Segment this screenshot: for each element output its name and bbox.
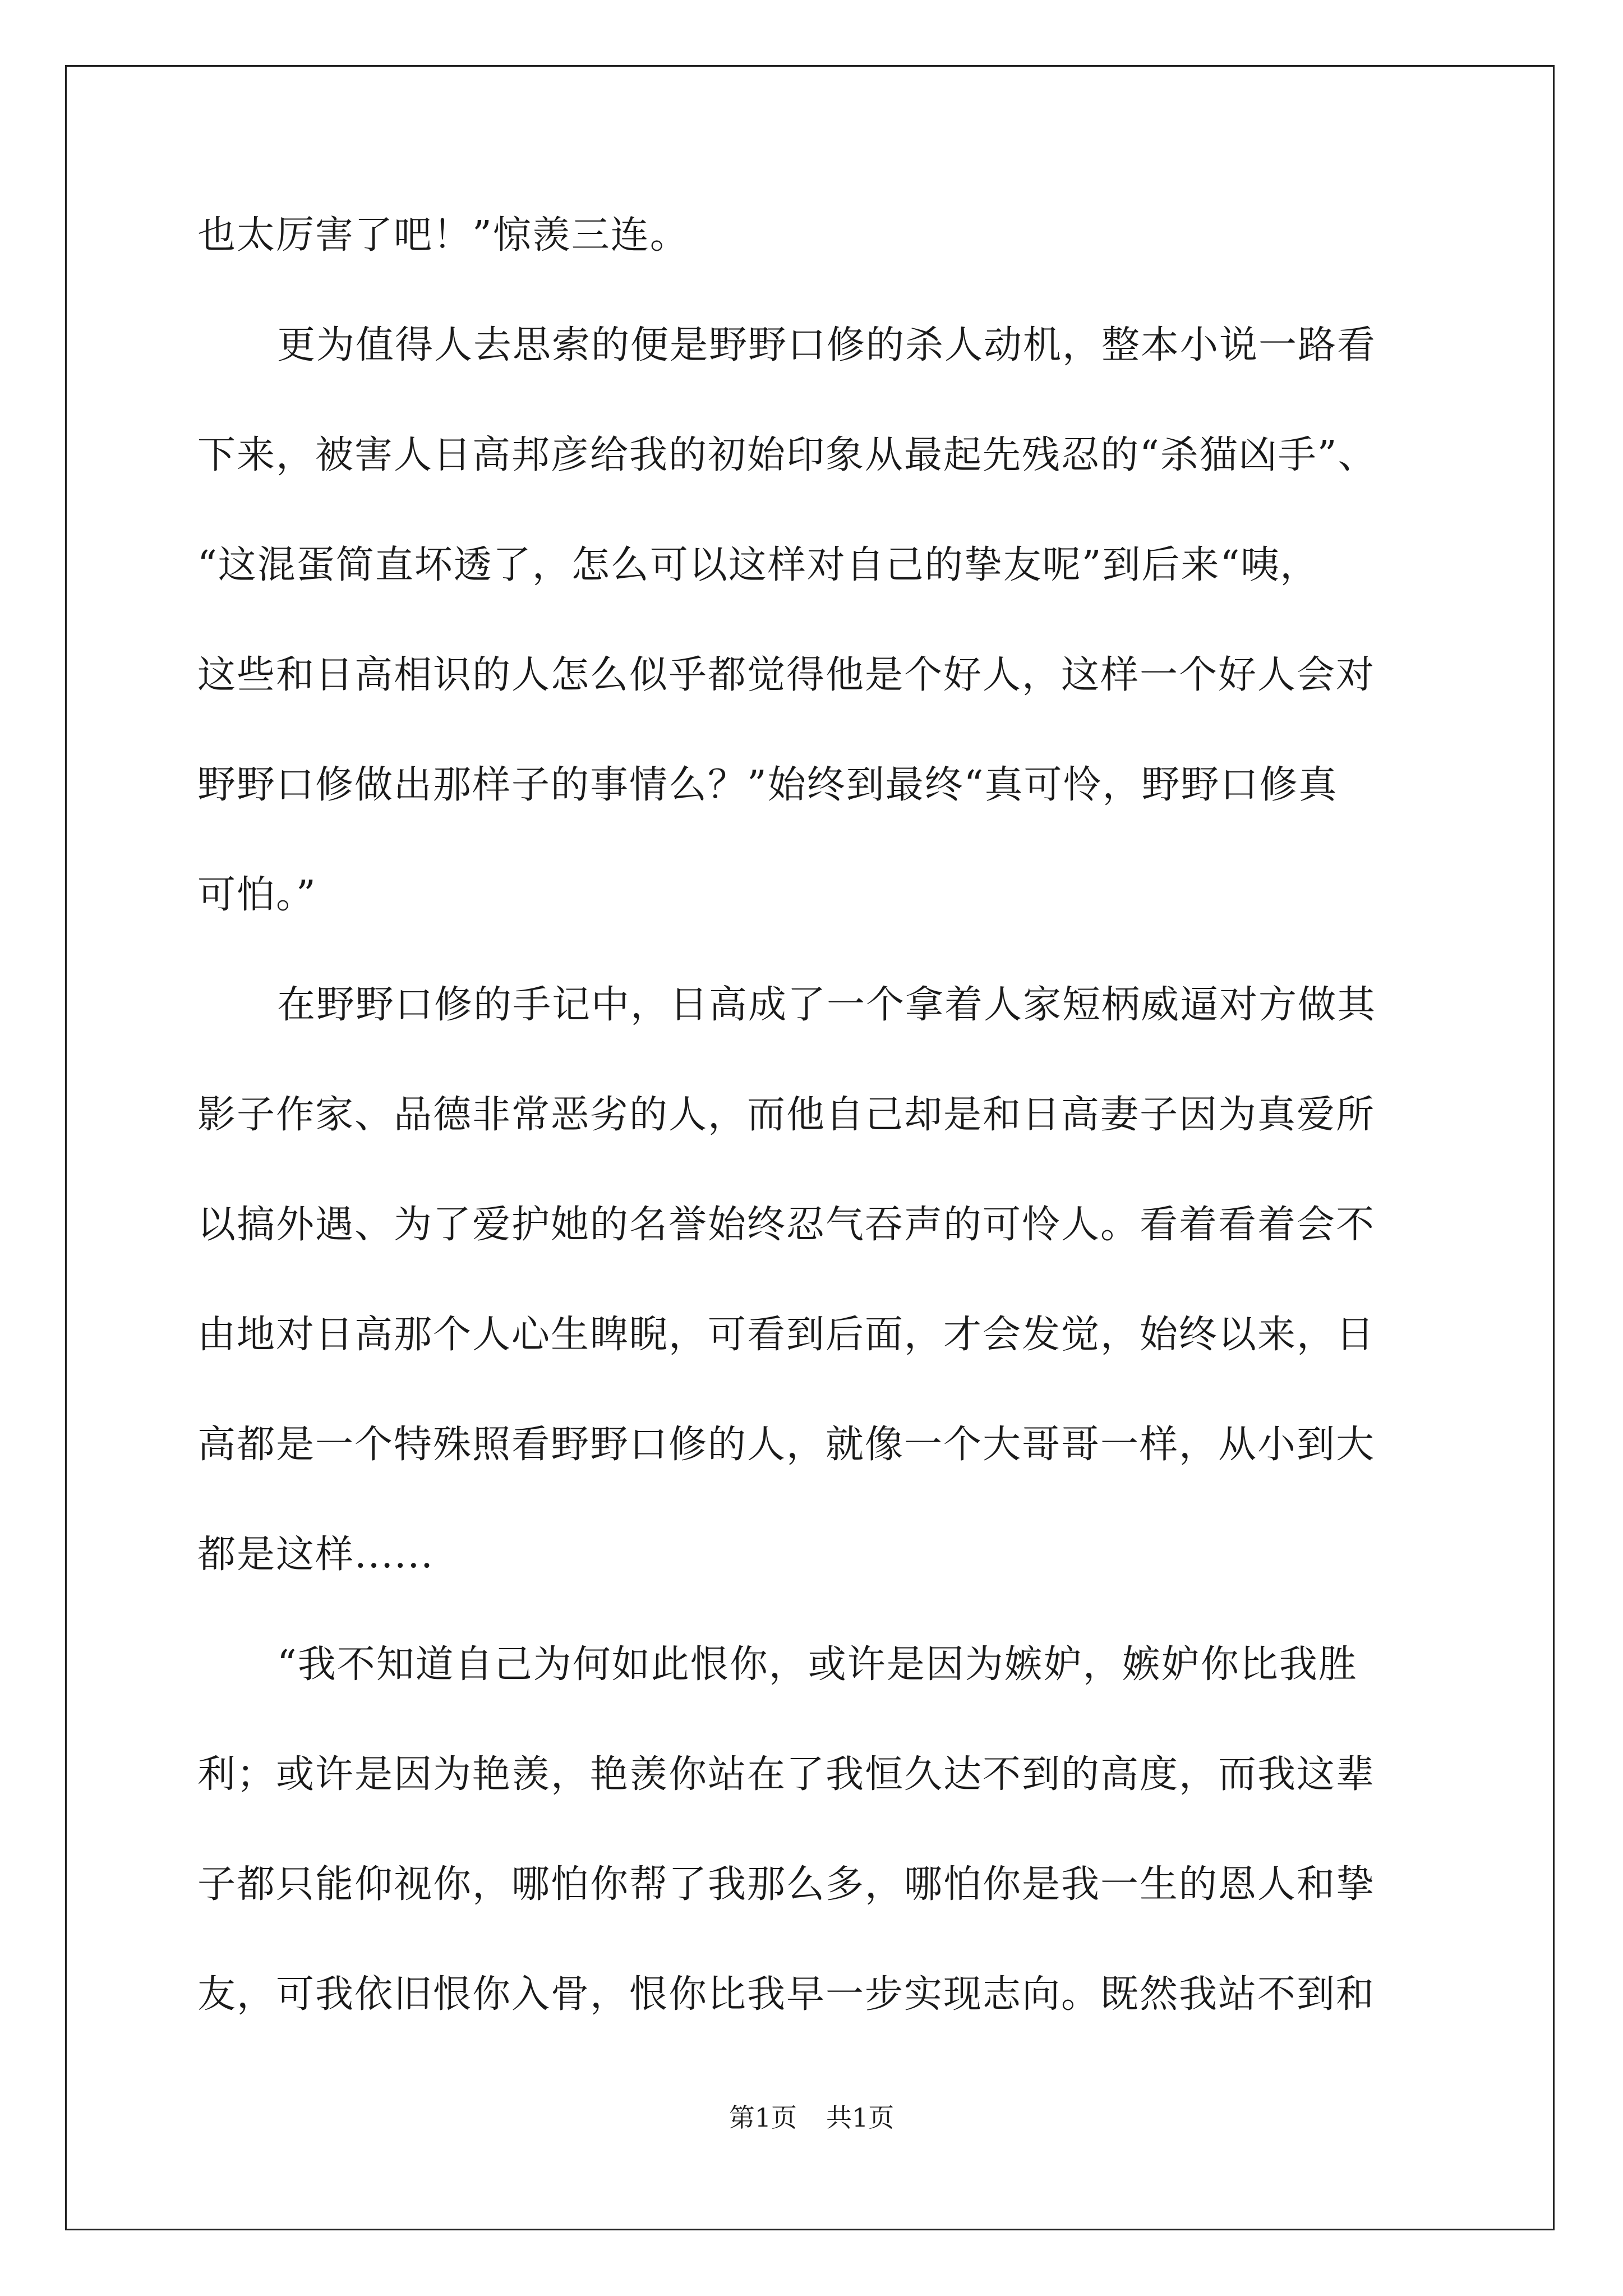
text-line: 都是这样...... bbox=[197, 1533, 434, 1577]
page-number: 第1页 bbox=[728, 2102, 797, 2133]
text-line: 野野口修做出那样子的事情么？”始终到最终“真可怜，野野口修真 bbox=[197, 763, 1338, 807]
text-line: 在野野口修的手记中，日高成了一个拿着人家短柄威逼对方做其 bbox=[277, 983, 1377, 1027]
text-line: 更为值得人去思索的便是野野口修的杀人动机，整本小说一路看 bbox=[277, 323, 1377, 367]
text-line: 高都是一个特殊照看野野口修的人，就像一个大哥哥一样，从小到大 bbox=[197, 1423, 1376, 1467]
document-body bbox=[197, 205, 1431, 2074]
page-total: 共1页 bbox=[826, 2102, 895, 2133]
text-line: 这些和日高相识的人怎么似乎都觉得他是个好人，这样一个好人会对 bbox=[197, 653, 1376, 697]
page-footer bbox=[0, 2101, 1623, 2134]
text-line: 下来，被害人日高邦彦给我的初始印象从最起先残忍的“杀猫凶手”、 bbox=[197, 433, 1377, 477]
text-line: “这混蛋简直坏透了，怎么可以这样对自己的挚友呢”到后来“咦， bbox=[197, 543, 1320, 587]
text-line: 由地对日高那个人心生睥睨，可看到后面，才会发觉，始终以来，日 bbox=[197, 1313, 1376, 1357]
text-line: 以搞外遇、为了爱护她的名誉始终忍气吞声的可怜人。看着看着会不 bbox=[197, 1203, 1376, 1247]
text-line: 可怕。” bbox=[197, 873, 317, 917]
text-line: “我不知道自己为何如此恨你，或许是因为嫉妒，嫉妒你比我胜 bbox=[277, 1642, 1358, 1687]
text-line: 友，可我依旧恨你入骨，恨你比我早一步实现志向。既然我站不到和 bbox=[197, 1972, 1376, 2017]
text-line: 影子作家、品德非常恶劣的人，而他自己却是和日高妻子因为真爱所 bbox=[197, 1093, 1376, 1137]
text-line: 子都只能仰视你，哪怕你帮了我那么多，哪怕你是我一生的恩人和挚 bbox=[197, 1862, 1376, 1907]
text-line: 利；或许是因为艳羡，艳羡你站在了我恒久达不到的高度，而我这辈 bbox=[197, 1752, 1376, 1797]
text-line: 也太厉害了吧！”惊羡三连。 bbox=[197, 213, 689, 257]
